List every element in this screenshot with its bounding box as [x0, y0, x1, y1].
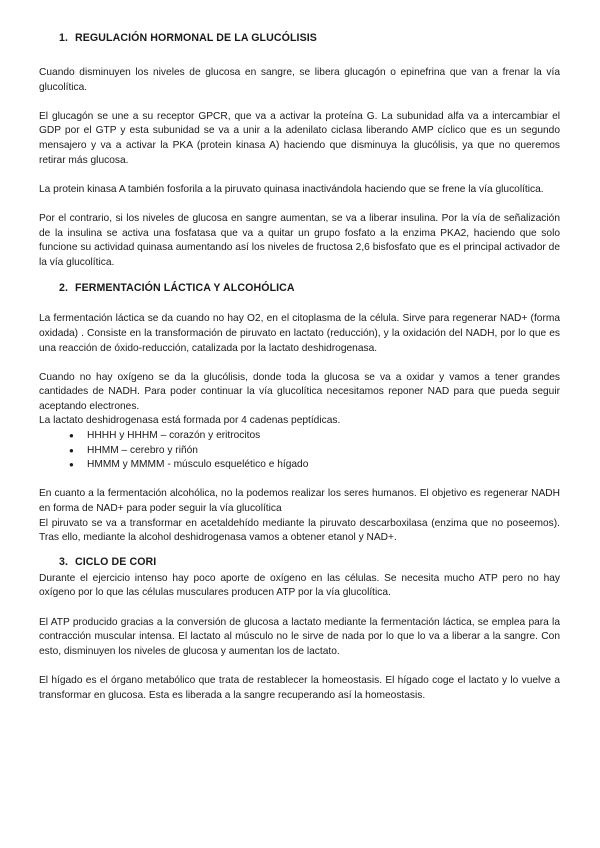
section-2-title: FERMENTACIÓN LÁCTICA Y ALCOHÓLICA	[75, 282, 295, 295]
section-1-paragraph: Cuando disminuyen los niveles de glucosa en sangre, se libera glucagón o epinefrina que van a frenar la vía glucolítica.	[39, 67, 560, 93]
section-2-heading	[39, 282, 560, 294]
section-2-paragraph: Cuando no hay oxígeno se da la glucólisis, donde toda la glucosa se va a oxidar y vamos a tener grandes cantidades de NADH. Para poder continuar la vía glucolítica necesitamos reponer NAD para que pueda seguir aceptando electrones.	[39, 371, 560, 412]
section-3-title: CICLO DE CORI	[75, 555, 157, 568]
section-3-paragraph: El hígado es el órgano metabólico que trata de restablecer la homeostasis. El hígado coge el lactato y lo vuelve a transformar en glucosa. Esta es liberada a la sangre recuperando así la homeostasis.	[39, 674, 560, 701]
section-2-paragraph: En cuanto a la fermentación alcohólica, no la podemos realizar los seres humanos. El objetivo es regenerar NADH en forma de NAD+ para poder seguir la vía glucolítica	[39, 488, 560, 515]
lactate-dehydrogenase-list	[39, 429, 560, 473]
section-2-paragraph: La lactato deshidrogenasa está formada por 4 cadenas peptídicas.	[39, 415, 341, 427]
section-1-paragraph: Por el contrario, si los niveles de glucosa en sangre aumentan, se va a liberar insulina. Por la vía de señalización de la insulina se activa una fosfatasa que va a quitar un grupo fosfato a la enzima PKA2, haciendo que solo funcione su actividad quinasa aumentando así los niveles de fructosa 2,6 bisfosfato que es el principal activador de la vía glucolítica.	[39, 212, 560, 268]
section-3-paragraph: El ATP producido gracias a la conversión de glucosa a lactato mediante la fermentación láctica, se emplea para la contracción muscular intensa. El lactato al músculo no le sirve de nada por lo que lo va a liberar a la sangre. Con esto, disminuyen los niveles de glucosa y aumentan los de lactato.	[39, 616, 560, 657]
document-page	[39, 32, 560, 703]
section-3-heading	[39, 556, 560, 568]
section-2-number: 2.	[59, 282, 69, 295]
section-1-number: 1.	[59, 32, 69, 44]
section-1-title: REGULACIÓN HORMONAL DE LA GLUCÓLISIS	[75, 32, 317, 44]
list-item: ● HHHH y HHHM – corazón y eritrocitos	[69, 429, 560, 444]
section-1-paragraph: La protein kinasa A también fosforila a la piruvato quinasa inactivándola haciendo que se frene la vía glucolítica.	[39, 183, 544, 195]
section-1-paragraph: El glucagón se une a su receptor GPCR, que va a activar la proteína G. La subunidad alfa va a intercambiar el GDP por el GTP y esta subunidad se va a unir a la adenilato ciclasa liberando AMP cíclico que es un segundo mensajero y va a activar la PKA (protein kinasa A) haciendo que disminuya la glucólisis, ya que no queremos retirar más glucosa.	[39, 110, 560, 166]
list-item: ● HMMM y MMMM - músculo esquelético e hígado	[69, 458, 560, 473]
section-2-paragraph: La fermentación láctica se da cuando no hay O2, en el citoplasma de la célula. Sirve para regenerar NAD+ (forma oxidada) . Consiste en la transformación de piruvato en lactato (reducción), y la oxidación del NADH, por lo que es una reacción de óxido-reducción, catalizada por la lactato deshidrogenasa.	[39, 313, 560, 354]
section-3-paragraph: Durante el ejercicio intenso hay poco aporte de oxígeno en las células. Se necesita mucho ATP pero no hay oxígeno por lo que las células musculares producen ATP por la vía glucolítica.	[39, 572, 560, 599]
list-item: ● HHMM – cerebro y riñón	[69, 444, 560, 459]
section-1-heading	[39, 32, 560, 44]
section-3-number: 3.	[59, 555, 69, 568]
section-2-paragraph: El piruvato se va a transformar en acetaldehído mediante la piruvato descarboxilasa (enzima que no poseemos). Tras ello, mediante la alcohol deshidrogenasa vamos a obtener etanol y NAD+.	[39, 517, 560, 544]
